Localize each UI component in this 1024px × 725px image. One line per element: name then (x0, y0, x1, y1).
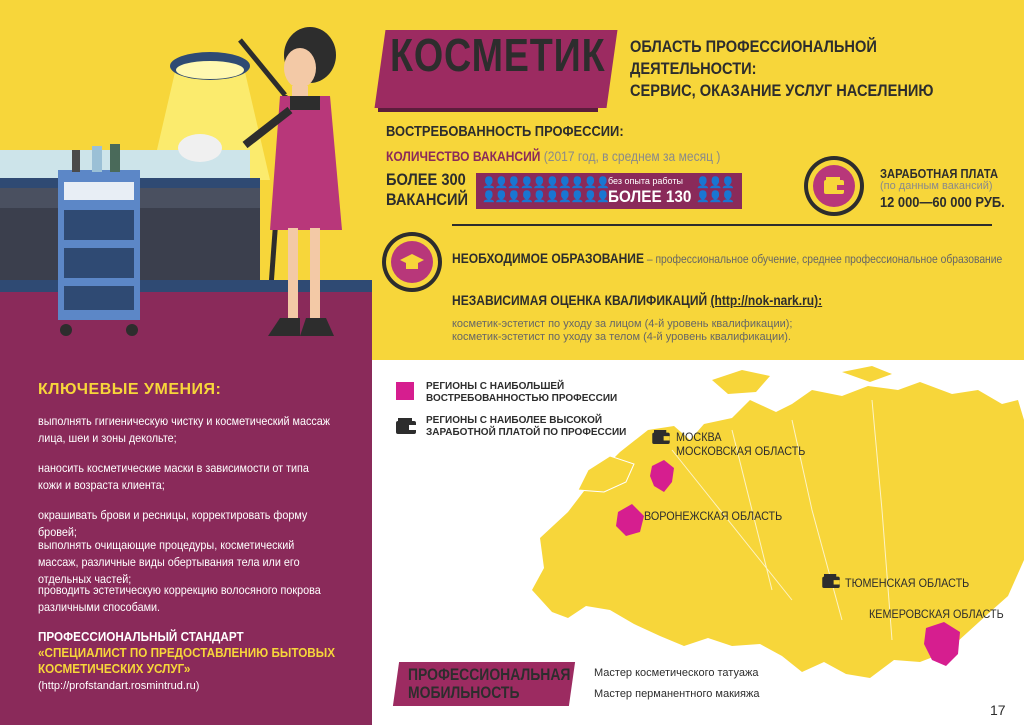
map-label-tyumen: ТЮМЕНСКАЯ ОБЛАСТЬ (845, 576, 970, 590)
people-icons: 👤👤👤👤👤👤👤👤👤👤 (482, 191, 609, 203)
skill-item: проводить эстетическую коррекцию волосяного покрова различными способами. (38, 583, 321, 614)
vacancies-bar (476, 173, 742, 209)
education-desc: – профессиональное обучение, среднее профессиональное образование (643, 252, 1003, 266)
legend-salary (426, 415, 626, 439)
people-icons: 👤👤👤 (696, 191, 735, 203)
salary-title: ЗАРАБОТНАЯ ПЛАТА (880, 166, 999, 181)
vacancies-note: (2017 год, в среднем за месяц ) (543, 148, 721, 164)
map-label-voronezh: ВОРОНЕЖСКАЯ ОБЛАСТЬ (644, 509, 783, 523)
skill-item: окрашивать брови и ресницы, корректировать форму бровей; (38, 508, 308, 539)
section-divider (452, 224, 992, 226)
qualification-item: косметик-эстетист по уходу за лицом (4-й уровень квалификации); (452, 318, 793, 330)
page-number: 17 (990, 702, 1006, 718)
qualification-label: НЕЗАВИСИМАЯ ОЦЕНКА КВАЛИФИКАЦИЙ (452, 292, 708, 308)
education-label: НЕОБХОДИМОЕ ОБРАЗОВАНИЕ (452, 250, 644, 266)
legend-salary-line-2: ЗАРАБОТНОЙ ПЛАТОЙ ПО ПРОФЕССИИ (426, 427, 627, 438)
vacancies-label-line (386, 148, 720, 164)
skill-item: выполнять гигиеническую чистку и косметический массаж лица, шеи и зоны декольте; (38, 414, 331, 445)
standard-url[interactable]: (http://profstandart.rosmintrud.ru) (38, 680, 200, 692)
map-label-moscow-line-2: МОСКОВСКАЯ ОБЛАСТЬ (676, 444, 806, 458)
mobility-title (408, 666, 570, 702)
qualification-link[interactable]: (http://nok-nark.ru): (710, 292, 823, 308)
standard-title: ПРОФЕССИОНАЛЬНЫЙ СТАНДАРТ (38, 629, 244, 644)
no-experience-label: без опыта работы (608, 176, 683, 186)
people-icons: 👤👤👤 (696, 177, 735, 189)
skill-item: наносить косметические маски в зависимости от типа кожи и возраста клиента; (38, 461, 309, 492)
map-label-moscow-line-1: МОСКВА (676, 430, 722, 444)
qualification-line (452, 292, 822, 308)
vacancies-total-line-2: ВАКАНСИЙ (386, 190, 469, 209)
mobility-item: Мастер косметического татуажа (594, 667, 759, 679)
standard-name: «СПЕЦИАЛИСТ ПО ПРЕДОСТАВЛЕНИЮ БЫТОВЫХ КОСМЕТИЧЕСКИХ УСЛУГ» (38, 645, 335, 676)
mobility-title-line-1: ПРОФЕССИОНАЛЬНАЯ (408, 665, 571, 684)
map-island (842, 366, 892, 382)
wallet-icon (396, 418, 416, 434)
people-icons: 👤👤👤👤👤👤👤👤👤👤 (482, 177, 609, 189)
page-title: КОСМЕТИК (390, 29, 606, 81)
mobility-title-line-2: МОБИЛЬНОСТЬ (408, 683, 520, 702)
wallet-icon (652, 430, 670, 444)
qualification-item: косметик-эстетист по уходу за телом (4-й уровень квалификации). (452, 331, 791, 343)
legend-demand-line-2: ВОСТРЕБОВАННОСТЬЮ ПРОФЕССИИ (426, 393, 618, 404)
legend-demand-line-1: РЕГИОНЫ С НАИБОЛЬШЕЙ (426, 381, 565, 392)
cosmetologist-illustration (0, 0, 372, 360)
salary-value: 12 000—60 000 РУБ. (880, 194, 1005, 211)
vacancies-total-line-1: БОЛЕЕ 300 (386, 170, 466, 189)
legend-demand-swatch (396, 382, 414, 400)
education-line (452, 250, 1002, 266)
map-island (712, 370, 770, 394)
demand-heading: ВОСТРЕБОВАННОСТЬ ПРОФЕССИИ: (386, 123, 624, 140)
legend-salary-line-1: РЕГИОНЫ С НАИБОЛЕЕ ВЫСОКОЙ (426, 415, 603, 426)
no-experience-value: БОЛЕЕ 130 (608, 187, 692, 206)
field-line-2: СЕРВИС, ОКАЗАНИЕ УСЛУГ НАСЕЛЕНИЮ (630, 81, 934, 100)
legend-demand (426, 381, 617, 405)
mobility-item: Мастер перманентного макияжа (594, 688, 760, 700)
professional-field (630, 36, 969, 102)
vacancies-label: КОЛИЧЕСТВО ВАКАНСИЙ (386, 148, 541, 164)
skills-title: КЛЮЧЕВЫЕ УМЕНИЯ: (38, 381, 222, 398)
map-label-kemerovo: КЕМЕРОВСКАЯ ОБЛАСТЬ (869, 607, 1004, 621)
salary-note: (по данным вакансий) (880, 180, 993, 192)
graduation-cap-icon (382, 232, 442, 292)
skill-item: выполнять очищающие процедуры, косметический массаж, различные виды обертывания тела или его отдельных частей; (38, 538, 300, 586)
field-line-1: ОБЛАСТЬ ПРОФЕССИОНАЛЬНОЙ ДЕЯТЕЛЬНОСТИ: (630, 37, 877, 78)
wallet-icon (804, 156, 864, 216)
vacancies-total (386, 170, 489, 210)
wallet-icon (822, 574, 840, 588)
map-label-moscow (676, 430, 805, 458)
